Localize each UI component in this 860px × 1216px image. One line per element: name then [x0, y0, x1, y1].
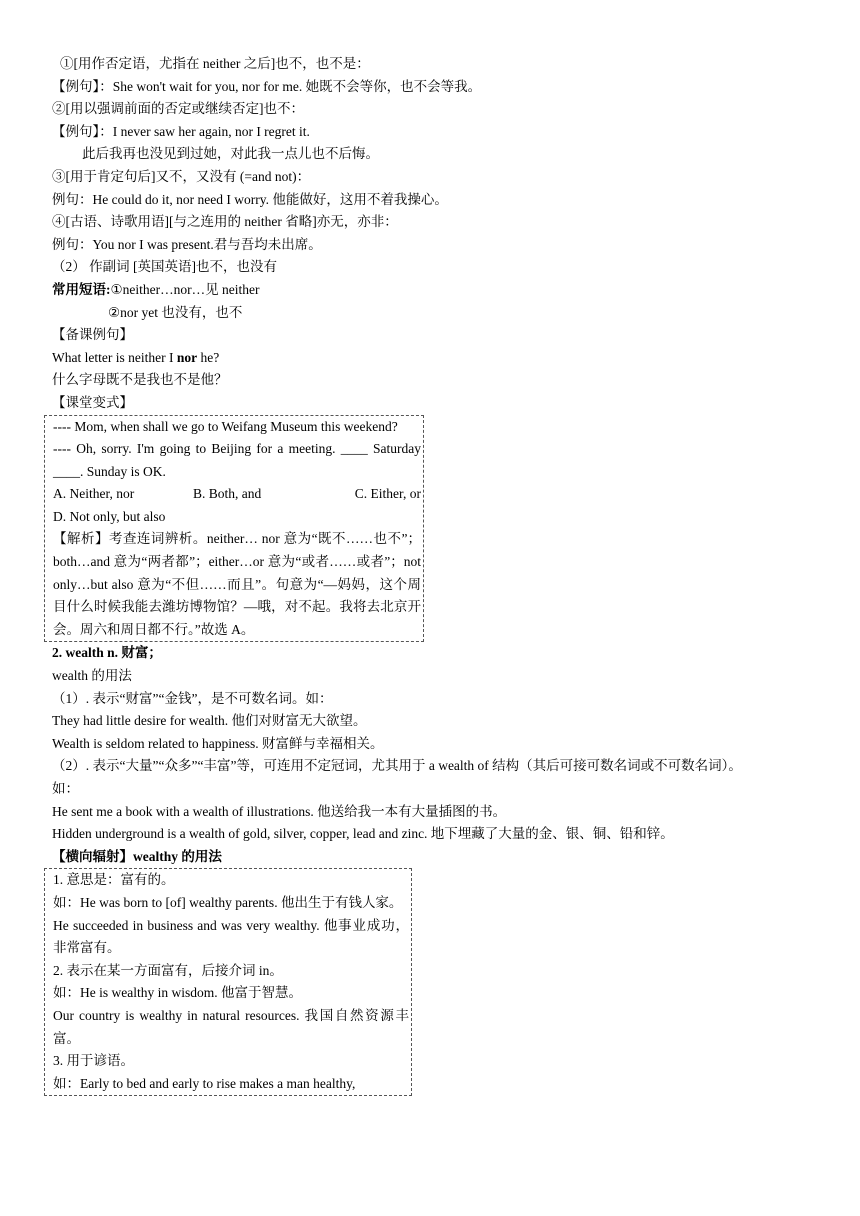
- wealthy-item-1-example-1: 如：He was born to [of] wealthy parents. 他出生于有钱人家。: [53, 894, 403, 910]
- wealthy-box: [44, 868, 412, 1096]
- example-4: 例句：You nor I was present.君与吾均未出席。: [52, 236, 322, 252]
- document-page: [52, 53, 812, 1096]
- wealthy-item-2: 2. 表示在某一方面富有，后接介词 in。: [53, 962, 283, 978]
- wealth-point-1: （1）. 表示“财富”“金钱”，是不可数名词。如：: [52, 690, 333, 706]
- wealth-example-2: Wealth is seldom related to happiness. 财富鲜与幸福相关。: [52, 735, 384, 751]
- option-d: D. Not only, but also: [53, 508, 166, 524]
- wealthy-item-1: 1. 意思是：富有的。: [53, 872, 175, 888]
- prep-example-en: [52, 347, 812, 370]
- analysis: 【解析】考查连词辨析。neither… nor 意为“既不……也不”；both…and 意为“两者都”；either…or 意为“或者……或者”；not only…but also 意为“不但……而且”。句意为“—妈妈，这个周目什么时候我能去潍坊博物馆？—哦，对不起。我将去北京开会。周六和周日都不行。”故选 A。: [53, 531, 421, 637]
- section-2-heading: 2. wealth n. 财富；: [52, 645, 162, 661]
- lateral-title: 【横向辐射】wealthy 的用法: [52, 848, 222, 864]
- question-line-1: ---- Mom, when shall we go to Weifang Museum this weekend?: [53, 418, 398, 434]
- wealth-point-2: （2）. 表示“大量”“众多”“丰富”等，可连用不定冠词，尤其用于 a wealth of 结构（其后可接可数名词或不可数名词）。: [52, 758, 742, 774]
- option-b: B. Both, and: [193, 486, 262, 502]
- wealth-usage-title: wealth 的用法: [52, 668, 132, 684]
- class-variant-title: 【课堂变式】: [52, 394, 133, 410]
- phrases-line-1: [52, 279, 812, 302]
- usage-2: ②[用以强调前面的否定或继续否定]也不：: [52, 101, 304, 117]
- usage-1: ①[用作否定语，尤指在 neither 之后]也不，也不是：: [60, 56, 370, 71]
- example-2-translation: 此后我再也没见到过她，对此我一点儿也不后悔。: [82, 146, 379, 162]
- wealth-example-1: They had little desire for wealth. 他们对财富无大欲望。: [52, 713, 367, 729]
- wealthy-item-3-example-1: 如：Early to bed and early to rise makes a man healthy,: [53, 1075, 356, 1091]
- phrase-1: ①neither…nor…见 neither: [110, 281, 260, 297]
- phrase-2: ②nor yet 也没有，也不: [108, 304, 243, 320]
- prep-example-zh: 什么字母既不是我也不是他？: [52, 372, 228, 388]
- exercise-box: [44, 415, 424, 643]
- wealth-example-3: He sent me a book with a wealth of illustrations. 他送给我一本有大量插图的书。: [52, 803, 507, 819]
- example-1: 【例句】：She won't wait for you, nor for me. 她既不会等你，也不会等我。: [52, 78, 482, 94]
- question-line-2: ---- Oh, sorry. I'm going to Beijing for a meeting. ____ Saturday ____. Sunday is OK.: [53, 441, 421, 479]
- option-a: A. Neither, nor: [53, 486, 135, 502]
- wealth-example-4: Hidden underground is a wealth of gold, silver, copper, lead and zinc. 地下埋藏了大量的金、银、铜、铅和锌。: [52, 826, 674, 842]
- prep-examples-title: 【备课例句】: [52, 327, 133, 343]
- example-2: 【例句】：I never saw her again, nor I regret it.: [52, 123, 310, 139]
- option-c: C. Either, or: [354, 486, 421, 502]
- wealthy-item-2-example-2: Our country is wealthy in natural resources. 我国自然资源丰富。: [53, 1007, 409, 1046]
- wealth-point-2-cont: 如：: [52, 781, 79, 796]
- example-3: 例句：He could do it, nor need I worry. 他能做好，这用不着我操心。: [52, 191, 448, 207]
- prep-example-en-end: he?: [197, 349, 220, 365]
- usage-3: ③[用于肯定句后]又不，又没有 (=and not)：: [52, 168, 311, 184]
- options-row: [53, 483, 421, 506]
- usage-4: ④[古语、诗歌用语][与之连用的 neither 省略]亦无，亦非：: [52, 214, 398, 230]
- wealthy-item-1-example-2: He succeeded in business and was very wealthy. 他事业成功，非常富有。: [53, 917, 409, 956]
- prep-example-en-part: What letter is neither I: [52, 349, 177, 365]
- adverb-usage: （2） 作副词 [英国英语]也不，也没有: [52, 259, 277, 275]
- phrases-label: 常用短语:: [52, 281, 111, 297]
- wealthy-item-2-example-1: 如：He is wealthy in wisdom. 他富于智慧。: [53, 985, 302, 1001]
- prep-example-bold-word: nor: [176, 349, 198, 365]
- wealthy-item-3: 3. 用于谚语。: [53, 1053, 134, 1069]
